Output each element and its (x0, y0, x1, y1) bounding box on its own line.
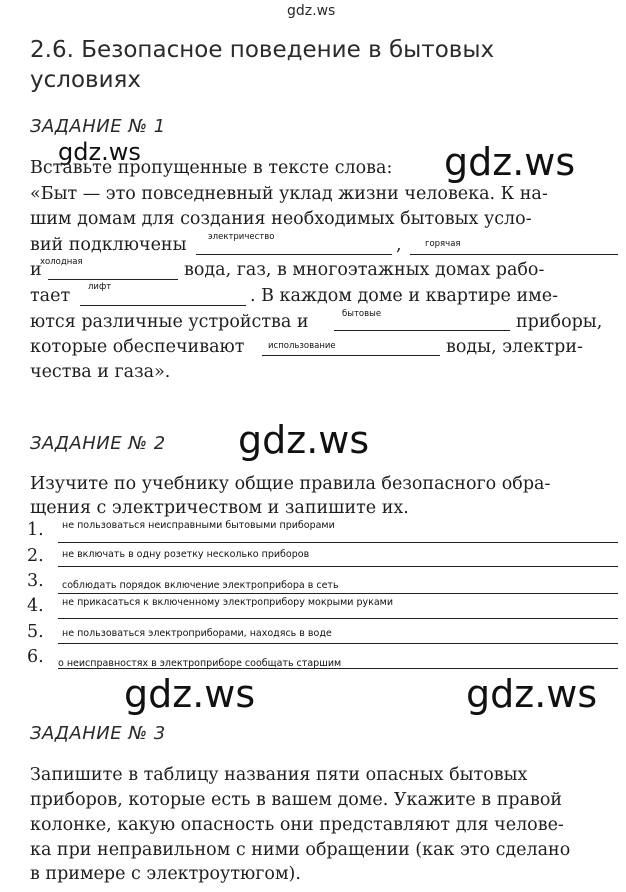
task1-line: шим домам для создания необходимых бытовых усло- (30, 209, 532, 229)
task1-line: ются различные устройства и (30, 312, 309, 332)
section-title-line2: условиях (30, 67, 141, 93)
task1-line: которые обеспечивают (30, 337, 245, 357)
task1-line: вий подключены (30, 235, 187, 255)
task3-line: колонке, какую опасность они представляют для челове- (30, 815, 564, 835)
rule-text: о неисправностях в электроприборе сообщать старшим (58, 658, 342, 669)
task1-line: тает (30, 286, 71, 306)
task3-line: Запишите в таблицу названия пяти опасных бытовых (30, 765, 528, 785)
blank-line (262, 355, 440, 356)
rule-text: не прикасаться к включенному электроприбору мокрыми руками (62, 597, 394, 608)
task1-line: и (30, 260, 42, 280)
rule-line (58, 593, 618, 594)
rule-text: не включать в одну розетку несколько приборов (62, 549, 310, 560)
watermark-bottom-left: gdz.ws (124, 672, 256, 716)
item-number: 6. (27, 647, 44, 667)
task1-instruction: Вставьте пропущенные в тексте слова: (30, 158, 393, 178)
comma: , (396, 235, 402, 255)
answer-lift: лифт (88, 282, 112, 292)
task1-line: чества и газа». (30, 362, 171, 382)
answer-electricity: электричество (208, 232, 275, 242)
item-number: 4. (27, 596, 44, 616)
task1-line: . В каждом доме и квартире име- (250, 286, 559, 306)
rule-line (58, 618, 618, 619)
task3-line: ка при неправильном с ними обращении (как это сделано (30, 840, 571, 860)
section-title (30, 35, 494, 95)
answer-household: бытовые (342, 309, 382, 319)
task2-instruction: Изучите по учебнику общие правила безопасного обра- (30, 474, 551, 494)
watermark-top: gdz.ws (287, 3, 336, 19)
rule-text: соблюдать порядок включение электроприбора в сеть (62, 580, 339, 591)
blank-line (410, 254, 618, 255)
item-number: 3. (27, 571, 44, 591)
task3-line: приборов, которые есть в вашем доме. Укажите в правой (30, 790, 563, 810)
watermark-small: gdz.ws (58, 138, 141, 166)
blank-line (334, 330, 510, 331)
item-number: 2. (27, 546, 44, 566)
rule-line (58, 643, 618, 644)
rule-text: не пользоваться неисправными бытовыми приборами (62, 520, 335, 531)
rule-line (58, 566, 618, 567)
item-number: 1. (27, 520, 44, 540)
rule-line (58, 542, 618, 543)
task2-heading: ЗАДАНИЕ № 2 (30, 433, 166, 454)
blank-line (196, 254, 392, 255)
blank-line (80, 305, 246, 306)
task1-line: вода, газ, в многоэтажных домах рабо- (184, 260, 545, 280)
answer-hot: горячая (425, 239, 461, 249)
task1-heading: ЗАДАНИЕ № 1 (30, 116, 166, 137)
watermark-middle: gdz.ws (238, 418, 370, 462)
answer-usage: использование (268, 341, 336, 351)
task3-line: в примере с электроутюгом). (30, 864, 301, 884)
task1-line: «Быт — это повседневный уклад жизни человека. К на- (30, 184, 548, 204)
task1-line: приборы, (516, 312, 603, 332)
watermark-right: gdz.ws (444, 140, 576, 184)
task2-instruction: щения с электричеством и запишите их. (30, 498, 409, 518)
item-number: 5. (27, 622, 44, 642)
watermark-bottom-right: gdz.ws (466, 672, 598, 716)
answer-cold: холодная (40, 257, 83, 267)
task3-heading: ЗАДАНИЕ № 3 (30, 723, 166, 744)
section-title-line1: 2.6. Безопасное поведение в бытовых (30, 37, 495, 63)
rule-text: не пользоваться электроприборами, находясь в воде (62, 628, 332, 639)
blank-line (48, 279, 178, 280)
task1-line: воды, электри- (446, 337, 583, 357)
